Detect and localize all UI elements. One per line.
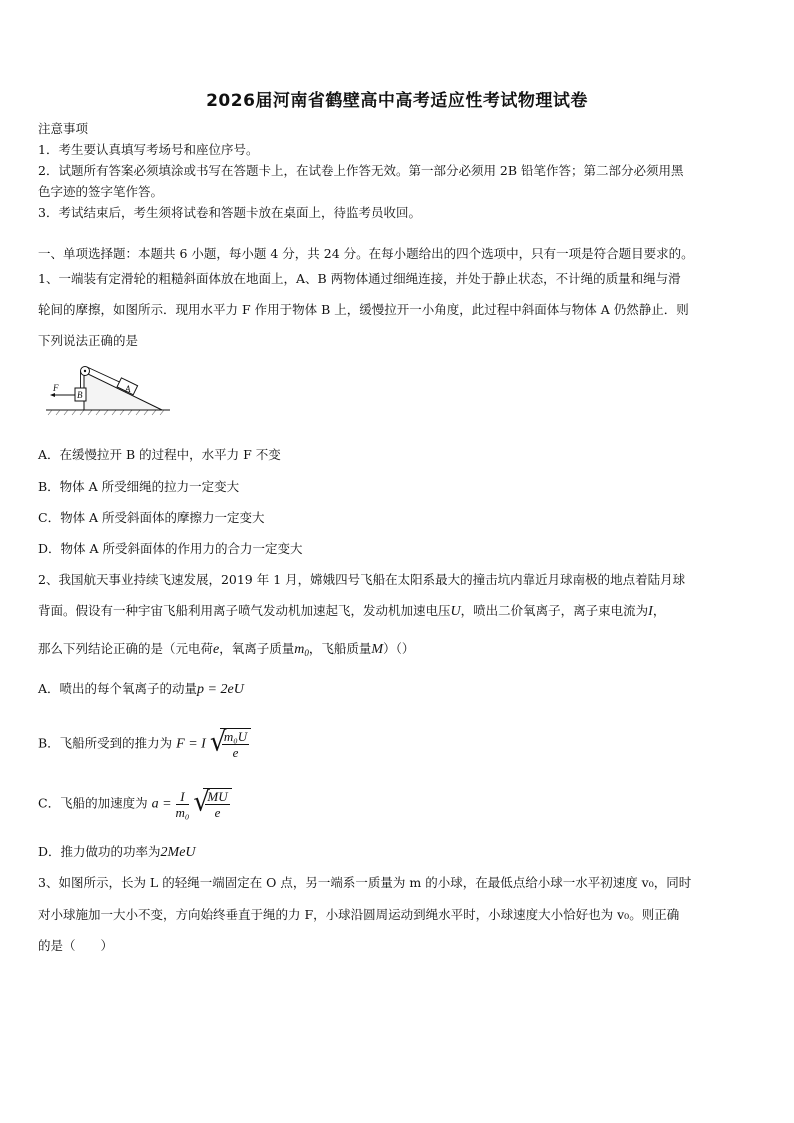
question-2-text: 2、我国航天事业持续飞速发展，2019 年 1 月，嫦娥四号飞船在太阳系最大的撞击坑内靠近月球南极的地点着陆月球 [38, 572, 686, 587]
sqrt-expression: √ $\frac{MU}{e}$ [193, 788, 231, 820]
q2-option-b: B．飞船所受到的推力为 F = I √ $\frac{\text{m₀U}}{e}$ [38, 728, 251, 760]
question-3-text: 的是（ ） [38, 938, 114, 953]
sqrt-expression: √ $\frac{\text{m₀U}}{e}$ [210, 728, 251, 760]
q1-option-d: D．物体 A 所受斜面体的作用力的合力一定变大 [38, 541, 303, 556]
q1-option-b: B．物体 A 所受细绳的拉力一定变大 [38, 479, 240, 494]
q1-option-c: C．物体 A 所受斜面体的摩擦力一定变大 [38, 510, 265, 525]
ground-hatching [48, 410, 164, 415]
question-1-text: 轮间的摩擦，如图所示．现用水平力 F 作用于物体 B 上，缓慢拉开一小角度，此过程中斜面体与物体 A 仍然静止．则 [38, 302, 689, 317]
page-title: 2026届河南省鹤壁高中高考适应性考试物理试卷 [206, 91, 588, 111]
q2-option-d: D．推力做功的功率为2MeU [38, 844, 196, 860]
notice-item: 2．试题所有答案必须填涂或书写在答题卡上，在试卷上作答无效。第一部分必须用 2B 铅笔作答；第二部分必须用黑 [38, 163, 684, 178]
label-a: A [125, 384, 131, 394]
notice-item: 3．考试结束后，考生须将试卷和答题卡放在桌面上，待监考员收回。 [38, 205, 421, 220]
incline-wedge [84, 372, 162, 410]
q2-option-c: C．飞船的加速度为 a = $\frac{I}{\text{m₀}}$ √ $\frac{MU}{e}$ [38, 788, 232, 820]
notice-item: 1．考生要认真填写考场号和座位序号。 [38, 142, 259, 157]
question-3-text: 3、如图所示，长为 L 的轻绳一端固定在 O 点，另一端系一质量为 m 的小球，在最低点给小球一水平初速度 v₀，同时 [38, 875, 692, 890]
label-f: F [53, 383, 59, 393]
incline-pulley-figure [44, 362, 174, 442]
question-3-text: 对小球施加一大小不变，方向始终垂直于绳的力 F，小球沿圆周运动到绳水平时，小球速度大小恰好也为 v₀。则正确 [38, 907, 680, 922]
notice-item: 色字迹的签字笔作答。 [38, 184, 164, 199]
notice-heading: 注意事项 [38, 121, 89, 136]
question-1-text: 下列说法正确的是 [38, 333, 139, 348]
label-b: B [77, 390, 83, 400]
section-heading: 一、单项选择题：本题共 6 小题，每小题 4 分，共 24 分。在每小题给出的四个选项中，只有一项是符合题目要求的。 [38, 246, 694, 261]
q1-option-a: A．在缓慢拉开 B 的过程中，水平力 F 不变 [38, 447, 281, 462]
q2-option-a: A．喷出的每个氧离子的动量p = 2eU [38, 681, 244, 697]
question-2-text: 那么下列结论正确的是（元电荷e，氧离子质量$m_0$，飞船质量M）（） [38, 641, 415, 658]
question-1-text: 1、一端装有定滑轮的粗糙斜面体放在地面上，A、B 两物体通过细绳连接，并处于静止状态，不计绳的质量和绳与滑 [38, 271, 681, 286]
question-2-text: 背面。假设有一种宇宙飞船利用离子喷气发动机加速起飞，发动机加速电压U，喷出二价氧离子，离子束电流为I， [38, 603, 666, 619]
